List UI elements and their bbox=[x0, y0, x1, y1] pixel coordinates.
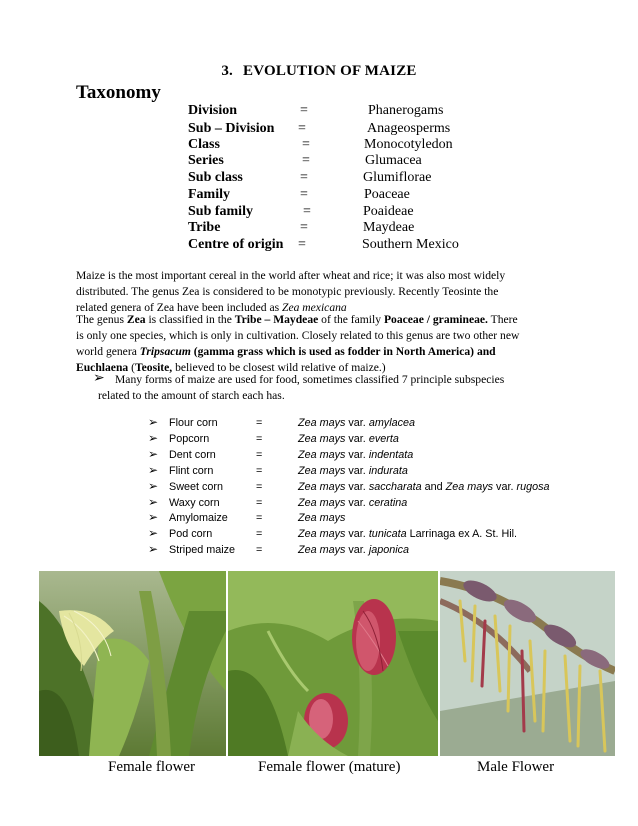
taxonomy-row bbox=[0, 187, 638, 204]
taxonomy-key: Tribe bbox=[188, 220, 221, 235]
taxonomy-equals: = bbox=[300, 187, 308, 202]
text-span: and bbox=[421, 480, 446, 493]
italic-taxon: Zea mays bbox=[298, 496, 346, 509]
taxonomy-equals: = bbox=[298, 121, 306, 136]
taxonomy-row bbox=[0, 103, 638, 120]
bold-term: (gamma grass which is used as fodder in North America) and bbox=[190, 344, 496, 358]
taxonomy-row bbox=[0, 220, 638, 237]
taxonomy-row bbox=[0, 204, 638, 221]
species-equals: = bbox=[256, 480, 263, 493]
italic-taxon: saccharata bbox=[368, 480, 422, 493]
text-span: var. bbox=[345, 528, 369, 541]
italic-taxon: japonica bbox=[368, 544, 410, 557]
species-common-name: Flint corn bbox=[169, 464, 214, 477]
page-title bbox=[0, 63, 638, 80]
arrow-bullet-icon: ➢ bbox=[148, 446, 159, 461]
italic-taxon: rugosa bbox=[516, 480, 550, 493]
text-span: var. bbox=[345, 417, 369, 429]
bold-term: Teosite, bbox=[134, 360, 173, 374]
italic-species-name: Zea mexicana bbox=[282, 300, 347, 314]
text-span: var. bbox=[345, 544, 369, 557]
species-equals: = bbox=[256, 512, 263, 525]
paragraph-line bbox=[76, 344, 562, 360]
species-equals: = bbox=[256, 417, 263, 429]
caption-female-flower-mature: Female flower (mature) bbox=[258, 759, 401, 775]
taxonomy-equals: = bbox=[302, 153, 310, 168]
taxonomy-equals: = bbox=[300, 170, 308, 185]
italic-taxon: Zea mays bbox=[298, 512, 346, 525]
arrow-bullet-icon: ➢ bbox=[148, 478, 159, 493]
species-scientific-name bbox=[298, 481, 549, 493]
species-common-name: Waxy corn bbox=[169, 496, 220, 509]
paragraph-line: Maize is the most important cereal in the world after wheat and rice; it was also most widely bbox=[76, 269, 506, 282]
bold-italic-term: Tripsacum bbox=[139, 344, 191, 358]
text-span: of the family bbox=[318, 313, 384, 326]
section-title: EVOLUTION OF MAIZE bbox=[243, 63, 417, 79]
female-flower-image bbox=[39, 571, 226, 756]
paragraph-line: is only one species, which is only in cultivation. Closely related to this genus are two other new bbox=[76, 328, 520, 342]
species-scientific-name bbox=[298, 512, 345, 524]
taxonomy-value: Southern Mexico bbox=[362, 237, 459, 252]
italic-taxon: Zea mays bbox=[298, 448, 346, 461]
taxonomy-row bbox=[0, 153, 638, 170]
paragraph-genus bbox=[76, 312, 562, 376]
taxonomy-equals: = bbox=[298, 237, 306, 252]
species-scientific-name bbox=[298, 449, 413, 461]
italic-taxon: amylacea bbox=[368, 417, 416, 429]
species-scientific-name bbox=[298, 417, 415, 429]
taxonomy-value: Glumiflorae bbox=[363, 170, 432, 185]
text-span: var. bbox=[345, 448, 369, 461]
species-scientific-name bbox=[298, 528, 517, 540]
species-common-name: Dent corn bbox=[169, 448, 216, 461]
taxonomy-key: Sub family bbox=[188, 204, 253, 219]
bullet-line: related to the amount of starch each has. bbox=[98, 389, 285, 402]
species-common-name: Flour corn bbox=[169, 417, 218, 429]
taxonomy-row bbox=[0, 170, 638, 187]
taxonomy-heading: Taxonomy bbox=[76, 82, 161, 103]
species-scientific-name bbox=[298, 497, 407, 509]
text-span: related genera of Zea have been included as bbox=[76, 300, 282, 314]
taxonomy-key: Sub – Division bbox=[188, 121, 275, 136]
species-equals: = bbox=[256, 432, 263, 445]
photo-male-flower bbox=[440, 571, 615, 756]
taxonomy-equals: = bbox=[300, 103, 308, 118]
arrow-bullet-icon: ➢ bbox=[148, 462, 159, 477]
text-span: var. bbox=[493, 480, 517, 493]
italic-taxon: tunicata bbox=[368, 528, 407, 541]
species-scientific-name bbox=[298, 544, 409, 556]
species-common-name: Amylomaize bbox=[169, 512, 228, 525]
section-number: 3. bbox=[221, 63, 234, 79]
paragraph-line: distributed. The genus Zea is considered to be monotypic previously. Recently Teosinte the bbox=[76, 284, 499, 298]
species-equals: = bbox=[256, 448, 263, 461]
taxonomy-value: Glumacea bbox=[365, 153, 422, 168]
male-flower-image bbox=[440, 571, 615, 756]
italic-taxon: Zea mays bbox=[298, 464, 346, 477]
taxonomy-equals: = bbox=[303, 204, 311, 219]
italic-taxon: ceratina bbox=[368, 496, 408, 509]
text-span: var. bbox=[345, 432, 369, 445]
bullet-line: Many forms of maize are used for food, sometimes classified 7 principle subspecies bbox=[115, 373, 505, 386]
taxonomy-value: Maydeae bbox=[363, 220, 415, 235]
italic-taxon: Zea mays bbox=[445, 480, 494, 493]
species-common-name: Popcorn bbox=[169, 432, 210, 445]
text-span: Larrinaga ex A. St. Hil. bbox=[406, 528, 518, 541]
bold-term: Poaceae / gramineae. bbox=[383, 313, 488, 326]
female-flower-mature-image bbox=[228, 571, 438, 756]
italic-taxon: indentata bbox=[368, 448, 414, 461]
italic-taxon: Zea mays bbox=[298, 417, 346, 429]
text-span: believed to be closest wild relative of maize.) bbox=[172, 360, 386, 374]
text-span: world genera bbox=[76, 344, 140, 358]
taxonomy-equals: = bbox=[302, 137, 310, 152]
species-scientific-name bbox=[298, 465, 408, 477]
caption-female-flower: Female flower bbox=[108, 759, 196, 775]
arrow-bullet-icon: ➢ bbox=[148, 494, 159, 509]
species-common-name: Striped maize bbox=[169, 544, 236, 557]
text-span: There bbox=[487, 313, 518, 326]
paragraph-line bbox=[76, 312, 562, 328]
text-span: var. bbox=[345, 480, 369, 493]
italic-taxon: everta bbox=[368, 432, 399, 445]
arrow-bullet-icon: ➢ bbox=[148, 542, 159, 557]
taxonomy-value: Phanerogams bbox=[368, 103, 444, 118]
species-common-name: Pod corn bbox=[169, 528, 213, 541]
paragraph-maize-intro bbox=[76, 268, 562, 316]
taxonomy-row bbox=[0, 237, 638, 254]
species-scientific-name bbox=[298, 433, 399, 445]
bold-term: Euchlaena bbox=[76, 360, 129, 374]
taxonomy-key: Class bbox=[188, 137, 220, 152]
taxonomy-value: Monocotyledon bbox=[364, 137, 453, 152]
taxonomy-row bbox=[0, 121, 638, 138]
species-equals: = bbox=[256, 496, 263, 509]
italic-taxon: Zea mays bbox=[298, 528, 346, 541]
photo-female-flower bbox=[39, 571, 226, 756]
photo-female-flower-mature bbox=[228, 571, 438, 756]
taxonomy-key: Division bbox=[188, 103, 238, 118]
species-common-name: Sweet corn bbox=[169, 480, 224, 493]
text-span: var. bbox=[345, 464, 369, 477]
arrow-bullet-icon: ➢ bbox=[148, 510, 159, 525]
italic-taxon: indurata bbox=[368, 464, 408, 477]
text-span: The genus bbox=[76, 313, 127, 326]
italic-taxon: Zea mays bbox=[298, 544, 346, 557]
taxonomy-value: Poaideae bbox=[363, 204, 414, 219]
italic-taxon: Zea mays bbox=[298, 432, 346, 445]
caption-male-flower: Male Flower bbox=[477, 759, 555, 775]
taxonomy-key: Family bbox=[188, 187, 230, 202]
arrow-bullet-icon: ➢ bbox=[148, 430, 159, 445]
bold-term: Zea bbox=[126, 313, 146, 326]
taxonomy-value: Poaceae bbox=[364, 187, 410, 202]
taxonomy-key: Series bbox=[188, 153, 224, 168]
species-equals: = bbox=[256, 544, 263, 557]
text-span: is classified in the bbox=[145, 313, 235, 326]
taxonomy-value: Anageosperms bbox=[367, 121, 451, 136]
bold-term: Tribe – Maydeae bbox=[234, 313, 319, 326]
arrow-bullet-icon: ➢ bbox=[93, 371, 105, 386]
italic-taxon: Zea mays bbox=[298, 480, 346, 493]
text-span: ( bbox=[128, 360, 135, 374]
taxonomy-row bbox=[0, 137, 638, 154]
species-equals: = bbox=[256, 464, 263, 477]
taxonomy-equals: = bbox=[300, 220, 308, 235]
arrow-bullet-icon: ➢ bbox=[148, 526, 159, 541]
taxonomy-key: Centre of origin bbox=[188, 237, 284, 252]
text-span: var. bbox=[345, 496, 369, 509]
species-equals: = bbox=[256, 528, 263, 541]
taxonomy-key: Sub class bbox=[188, 170, 243, 185]
arrow-bullet-icon: ➢ bbox=[148, 415, 159, 429]
